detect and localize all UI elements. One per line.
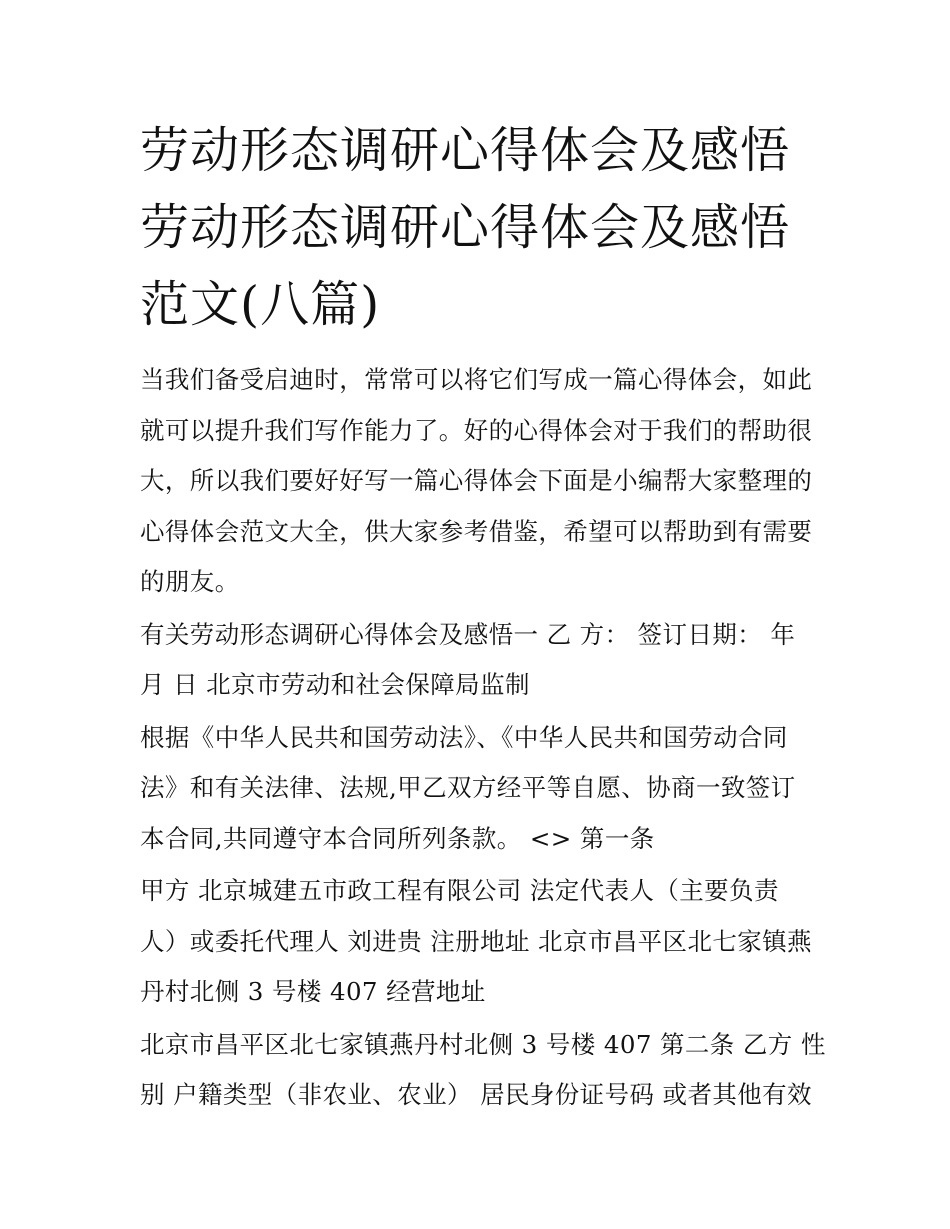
text-line: 本合同,共同遵守本合同所列条款。 <> 第一条 bbox=[140, 823, 655, 853]
party-a-paragraph bbox=[140, 866, 820, 1018]
text-line: 人）或委托代理人 刘进贵 注册地址 北京市昌平区北七家镇燕 bbox=[140, 926, 812, 956]
text-line: 的朋友。 bbox=[140, 567, 240, 596]
title-line: 范文(八篇) bbox=[140, 276, 381, 333]
section-heading-paragraph bbox=[140, 610, 820, 711]
party-b-paragraph bbox=[140, 1020, 826, 1121]
intro-paragraph bbox=[140, 355, 820, 608]
text-line: 大，所以我们要好好写一篇心得体会下面是小编帮大家整理的 bbox=[140, 466, 813, 495]
text-line: 当我们备受启迪时，常常可以将它们写成一篇心得体会，如此 bbox=[140, 365, 813, 394]
text-line: 甲方 北京城建五市政工程有限公司 法定代表人（主要负责 bbox=[140, 876, 779, 905]
text-line: 有关劳动形态调研心得体会及感悟一 乙 方： 签订日期： 年 bbox=[140, 619, 796, 649]
text-line: 月 日 北京市劳动和社会保障局监制 bbox=[140, 670, 530, 699]
text-line: 心得体会范文大全，供大家参考借鉴，希望可以帮助到有需要 bbox=[140, 516, 813, 546]
title-line: 劳动形态调研心得体会及感悟 bbox=[140, 122, 791, 179]
title-line: 劳动形态调研心得体会及感悟 bbox=[140, 199, 791, 256]
legal-basis-paragraph bbox=[140, 713, 820, 865]
text-line: 北京市昌平区北七家镇燕丹村北侧 3 号楼 407 第二条 乙方 性 bbox=[140, 1029, 826, 1059]
text-line: 别 户籍类型（非农业、农业） 居民身份证号码 或者其他有效 bbox=[140, 1080, 812, 1109]
document-title bbox=[140, 112, 820, 343]
text-line: 法》和有关法律、法规,甲乙双方经平等自愿、协商一致签订 bbox=[140, 773, 796, 802]
text-line: 根据《中华人民共和国劳动法》、《中华人民共和国劳动合同 bbox=[140, 722, 788, 752]
document-body bbox=[140, 355, 826, 1123]
text-line: 就可以提升我们写作能力了。好的心得体会对于我们的帮助很 bbox=[140, 415, 813, 445]
text-line: 丹村北侧 3 号楼 407 经营地址 bbox=[140, 977, 486, 1006]
